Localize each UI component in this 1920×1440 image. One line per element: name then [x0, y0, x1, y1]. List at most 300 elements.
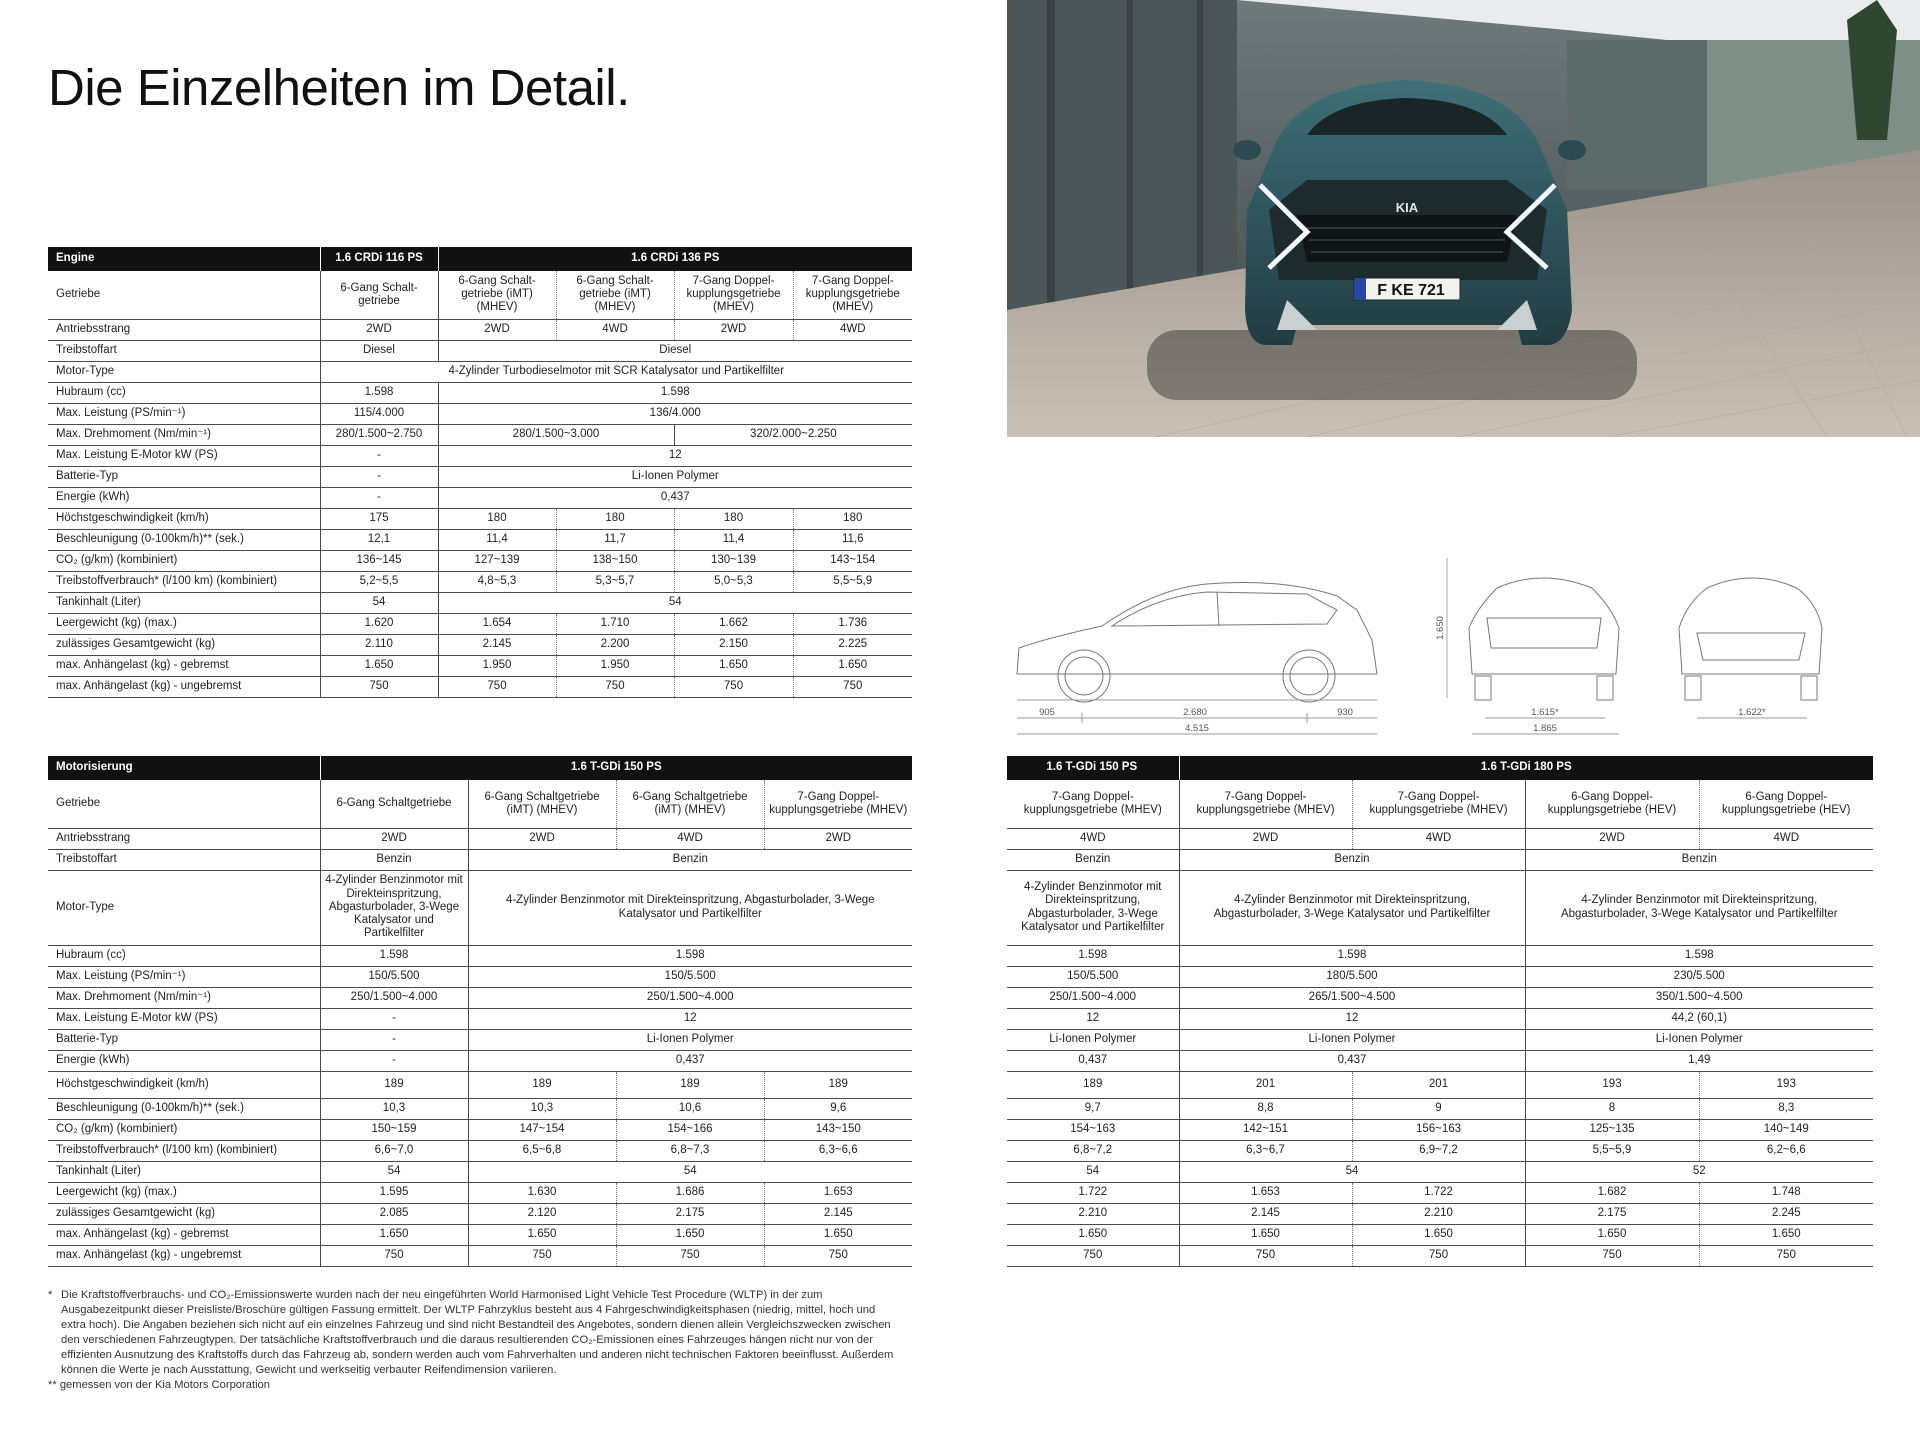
table-row [48, 1008, 912, 1029]
row-label: Max. Drehmoment (Nm/min⁻¹) [48, 424, 320, 445]
cell: 1.650 [1007, 1224, 1179, 1245]
cell: 175 [320, 508, 438, 529]
cell: 0,437 [468, 1050, 912, 1071]
cell: 5,0~5,3 [674, 571, 793, 592]
cell: 2.210 [1007, 1203, 1179, 1224]
row-label: Leergewicht (kg) (max.) [48, 613, 320, 634]
cell: 10,3 [320, 1098, 468, 1119]
table-row [1007, 849, 1873, 870]
cell: - [320, 445, 438, 466]
cell: 6-Gang Schaltgetriebe (iMT) (MHEV) [468, 780, 616, 828]
cell: 180/5.500 [1179, 966, 1525, 987]
row-label: Max. Leistung (PS/min⁻¹) [48, 403, 320, 424]
kia-logo: KIA [1395, 200, 1419, 215]
cell: 280/1.500~2.750 [320, 424, 438, 445]
cell: 750 [1525, 1245, 1699, 1266]
cell: 140~149 [1699, 1119, 1873, 1140]
cell: 9 [1352, 1098, 1525, 1119]
cell: 5,5~5,9 [793, 571, 912, 592]
cell: 2.225 [793, 634, 912, 655]
row-label: Max. Leistung E-Motor kW (PS) [48, 1008, 320, 1029]
cell: 750 [793, 676, 912, 697]
cell: 1.950 [556, 655, 674, 676]
cell: 2WD [1179, 828, 1352, 849]
cell: 1.630 [468, 1182, 616, 1203]
cell: 5,2~5,5 [320, 571, 438, 592]
cell: 54 [438, 592, 912, 613]
cell: 180 [556, 508, 674, 529]
dim-front-overhang: 905 [1039, 707, 1055, 718]
cell: 2WD [764, 828, 912, 849]
table-row [48, 634, 912, 655]
cell: 6,9~7,2 [1352, 1140, 1525, 1161]
cell: 9,7 [1007, 1098, 1179, 1119]
table-row [48, 529, 912, 550]
cell: 2.110 [320, 634, 438, 655]
cell: 1.650 [1352, 1224, 1525, 1245]
cell: 189 [468, 1071, 616, 1098]
cell: 136/4.000 [438, 403, 912, 424]
dim-front-track: 1.615* [1531, 707, 1559, 718]
row-label: zulässiges Gesamtgewicht (kg) [48, 634, 320, 655]
cell: Benzin [320, 849, 468, 870]
table-row [48, 676, 912, 697]
cell: 138~150 [556, 550, 674, 571]
row-label: Hubraum (cc) [48, 382, 320, 403]
row-label: Energie (kWh) [48, 1050, 320, 1071]
footnote-measurement: ** gemessen von der Kia Motors Corporation [48, 1379, 270, 1391]
cell: 1.710 [556, 613, 674, 634]
cell: 750 [320, 676, 438, 697]
table-row [48, 340, 912, 361]
dim-height: 1.650 [1435, 616, 1446, 640]
cell: 1.722 [1352, 1182, 1525, 1203]
cell: 4-Zylinder Benzinmotor mit Direkteinspritzung, Abgasturbolader, 3-Wege Katalysator und Partikelfilter [468, 870, 912, 945]
cell: 1.620 [320, 613, 438, 634]
cell: 280/1.500~3.000 [438, 424, 674, 445]
table-row [48, 1119, 912, 1140]
table-row [1007, 1098, 1873, 1119]
cell: 7-Gang Doppel-kupplungsgetriebe (MHEV) [764, 780, 912, 828]
table-row [48, 319, 912, 340]
row-label: Batterie-Typ [48, 1029, 320, 1050]
cell: 2.145 [764, 1203, 912, 1224]
cell: Benzin [1007, 849, 1179, 870]
cell: 1.950 [438, 655, 556, 676]
table-row [48, 550, 912, 571]
table-row [48, 361, 912, 382]
cell: Li-Ionen Polymer [1007, 1029, 1179, 1050]
cell: 9,6 [764, 1098, 912, 1119]
row-label: Antriebsstrang [48, 828, 320, 849]
cell: 2.145 [1179, 1203, 1352, 1224]
cell: 2.150 [674, 634, 793, 655]
cell: 1.598 [320, 382, 438, 403]
cell: 250/1.500~4.000 [468, 987, 912, 1008]
cell: 1.598 [1525, 945, 1873, 966]
cell: 4WD [1699, 828, 1873, 849]
cell: 4-Zylinder Turbodieselmotor mit SCR Katalysator und Partikelfilter [320, 361, 912, 382]
cell: 750 [674, 676, 793, 697]
table-row [48, 445, 912, 466]
cell: 2WD [468, 828, 616, 849]
table-row [1007, 780, 1873, 828]
cell: 1.650 [320, 1224, 468, 1245]
row-label: Tankinhalt (Liter) [48, 1161, 320, 1182]
cell: 12,1 [320, 529, 438, 550]
cell: 1.650 [674, 655, 793, 676]
cell: 44,2 (60,1) [1525, 1008, 1873, 1029]
cell: 189 [1007, 1071, 1179, 1098]
cell: 54 [320, 1161, 468, 1182]
table-row [48, 571, 912, 592]
cell: 1.598 [468, 945, 912, 966]
table-row [48, 487, 912, 508]
cell: 1.650 [793, 655, 912, 676]
table-row [48, 382, 912, 403]
cell: 2.175 [1525, 1203, 1699, 1224]
cell: 1.686 [616, 1182, 764, 1203]
table-header-engine: Engine [48, 247, 320, 271]
cell: 1.650 [320, 655, 438, 676]
cell: 154~163 [1007, 1119, 1179, 1140]
row-label: Tankinhalt (Liter) [48, 592, 320, 613]
table-row [1007, 1119, 1873, 1140]
cell: 180 [438, 508, 556, 529]
cell: 4WD [616, 828, 764, 849]
cell: 1.722 [1007, 1182, 1179, 1203]
cell: 6,5~6,8 [468, 1140, 616, 1161]
cell: 4,8~5,3 [438, 571, 556, 592]
cell: 5,3~5,7 [556, 571, 674, 592]
cell: 1.650 [1699, 1224, 1873, 1245]
cell: 7-Gang Doppel-kupplungsgetriebe (MHEV) [793, 271, 912, 319]
cell: 127~139 [438, 550, 556, 571]
cell: 1.598 [1179, 945, 1525, 966]
table-row [1007, 1071, 1873, 1098]
dim-rear-track: 1.622* [1738, 707, 1766, 718]
cell: 750 [556, 676, 674, 697]
row-label: Getriebe [48, 271, 320, 319]
cell: 0,437 [438, 487, 912, 508]
cell: 2WD [438, 319, 556, 340]
table-row [48, 403, 912, 424]
cell: 1.682 [1525, 1182, 1699, 1203]
cell: 125~135 [1525, 1119, 1699, 1140]
cell: 2.120 [468, 1203, 616, 1224]
cell: 189 [616, 1071, 764, 1098]
cell: 750 [438, 676, 556, 697]
table-row [48, 828, 912, 849]
petrol-spec-table-180 [1007, 756, 1873, 1267]
cell: 189 [764, 1071, 912, 1098]
diesel-spec-table [48, 247, 912, 698]
license-plate: F KE 721 [1377, 282, 1445, 299]
cell: 12 [1179, 1008, 1525, 1029]
cell: 2WD [320, 319, 438, 340]
table-row [48, 1098, 912, 1119]
table-header-variant: 1.6 CRDi 136 PS [438, 247, 912, 271]
cell: 180 [674, 508, 793, 529]
cell: 201 [1352, 1071, 1525, 1098]
cell: 8 [1525, 1098, 1699, 1119]
cell: 1.650 [764, 1224, 912, 1245]
cell: 136~145 [320, 550, 438, 571]
cell: 147~154 [468, 1119, 616, 1140]
row-label: Batterie-Typ [48, 466, 320, 487]
table-row [48, 466, 912, 487]
row-label: Getriebe [48, 780, 320, 828]
cell: 6,3~6,6 [764, 1140, 912, 1161]
row-label: Höchstgeschwindigkeit (km/h) [48, 508, 320, 529]
cell: 193 [1699, 1071, 1873, 1098]
rear-view-drawing [1679, 578, 1822, 700]
cell: 180 [793, 508, 912, 529]
cell: 750 [764, 1245, 912, 1266]
cell: 8,3 [1699, 1098, 1873, 1119]
cell: 6,2~6,6 [1699, 1140, 1873, 1161]
table-row [1007, 1008, 1873, 1029]
cell: 54 [468, 1161, 912, 1182]
cell: 4WD [1007, 828, 1179, 849]
cell: 142~151 [1179, 1119, 1352, 1140]
cell: 10,3 [468, 1098, 616, 1119]
cell: 6-Gang Schalt-getriebe [320, 271, 438, 319]
row-label: max. Anhängelast (kg) - gebremst [48, 655, 320, 676]
table-row [1007, 1245, 1873, 1266]
cell: - [320, 1008, 468, 1029]
cell: 350/1.500~4.500 [1525, 987, 1873, 1008]
car-front-illustration [1007, 0, 1920, 437]
cell: 6-Gang Doppel-kupplungsgetriebe (HEV) [1699, 780, 1873, 828]
footnotes [48, 1288, 898, 1393]
dim-wheelbase: 2.680 [1183, 707, 1207, 718]
cell: 6-Gang Schalt-getriebe (iMT) (MHEV) [556, 271, 674, 319]
cell: 2.145 [438, 634, 556, 655]
cell: 1.653 [764, 1182, 912, 1203]
cell: 6,8~7,3 [616, 1140, 764, 1161]
cell: 156~163 [1352, 1119, 1525, 1140]
cell: Benzin [1179, 849, 1525, 870]
table-row [1007, 1029, 1873, 1050]
table-row [48, 1029, 912, 1050]
cell: 6,3~6,7 [1179, 1140, 1352, 1161]
dim-length: 4.515 [1185, 723, 1209, 734]
cell: 4-Zylinder Benzinmotor mit Direkteinspritzung, Abgasturbolader, 3-Wege Katalysator und Partikelfilter [1007, 870, 1179, 945]
cell: 154~166 [616, 1119, 764, 1140]
table-row [1007, 945, 1873, 966]
page-title: Die Einzelheiten im Detail. [48, 59, 630, 116]
cell: 2.200 [556, 634, 674, 655]
row-label: Höchstgeschwindigkeit (km/h) [48, 1071, 320, 1098]
cell: 6-Gang Doppel-kupplungsgetriebe (HEV) [1525, 780, 1699, 828]
table-row [48, 1203, 912, 1224]
cell: 250/1.500~4.000 [1007, 987, 1179, 1008]
cell: 11,4 [438, 529, 556, 550]
table-row [1007, 1224, 1873, 1245]
cell: 130~139 [674, 550, 793, 571]
table-row [1007, 1203, 1873, 1224]
cell: 115/4.000 [320, 403, 438, 424]
table-row [48, 271, 912, 319]
cell: 230/5.500 [1525, 966, 1873, 987]
table-row [1007, 1161, 1873, 1182]
cell: 1.598 [320, 945, 468, 966]
side-view-drawing [1017, 583, 1377, 703]
cell: 8,8 [1179, 1098, 1352, 1119]
table-row [48, 987, 912, 1008]
row-label: Motor-Type [48, 361, 320, 382]
petrol-spec-table-150 [48, 756, 912, 1267]
row-label: Energie (kWh) [48, 487, 320, 508]
table-row [48, 1224, 912, 1245]
cell: 6-Gang Schaltgetriebe [320, 780, 468, 828]
cell: 12 [438, 445, 912, 466]
footnote-marker: * [48, 1289, 53, 1301]
table-row [48, 655, 912, 676]
row-label: Antriebsstrang [48, 319, 320, 340]
cell: Li-Ionen Polymer [468, 1029, 912, 1050]
row-label: Max. Leistung (PS/min⁻¹) [48, 966, 320, 987]
table-row [48, 966, 912, 987]
cell: 1.748 [1699, 1182, 1873, 1203]
cell: Li-Ionen Polymer [1525, 1029, 1873, 1050]
cell: 6-Gang Schalt-getriebe (iMT) (MHEV) [438, 271, 556, 319]
cell: 265/1.500~4.500 [1179, 987, 1525, 1008]
cell: 189 [320, 1071, 468, 1098]
cell: 4WD [793, 319, 912, 340]
cell: 750 [1007, 1245, 1179, 1266]
cell: 1.650 [616, 1224, 764, 1245]
cell: 6,6~7,0 [320, 1140, 468, 1161]
dimension-drawings [1007, 548, 1873, 748]
table-row [48, 424, 912, 445]
row-label: CO₂ (g/km) (kombiniert) [48, 1119, 320, 1140]
cell: 7-Gang Doppel-kupplungsgetriebe (MHEV) [1007, 780, 1179, 828]
cell: 1.736 [793, 613, 912, 634]
cell: 1.650 [1525, 1224, 1699, 1245]
cell: 2.175 [616, 1203, 764, 1224]
table-row [1007, 1182, 1873, 1203]
cell: 2.085 [320, 1203, 468, 1224]
cell: 1.650 [468, 1224, 616, 1245]
cell: - [320, 1029, 468, 1050]
cell: 1,49 [1525, 1050, 1873, 1071]
cell: 12 [1007, 1008, 1179, 1029]
cell: 193 [1525, 1071, 1699, 1098]
cell: Li-Ionen Polymer [438, 466, 912, 487]
cell: 7-Gang Doppel-kupplungsgetriebe (MHEV) [1179, 780, 1352, 828]
row-label: Treibstoffverbrauch* (l/100 km) (kombiniert) [48, 571, 320, 592]
row-label: Motor-Type [48, 870, 320, 945]
cell: Benzin [468, 849, 912, 870]
table-row [1007, 870, 1873, 945]
cell: Diesel [438, 340, 912, 361]
row-label: Treibstoffart [48, 340, 320, 361]
row-label: Beschleunigung (0-100km/h)** (sek.) [48, 529, 320, 550]
table-row [48, 1161, 912, 1182]
row-label: max. Anhängelast (kg) - gebremst [48, 1224, 320, 1245]
row-label: Beschleunigung (0-100km/h)** (sek.) [48, 1098, 320, 1119]
cell: 1.650 [1179, 1224, 1352, 1245]
cell: 150/5.500 [468, 966, 912, 987]
cell: 750 [1352, 1245, 1525, 1266]
cell: 2.245 [1699, 1203, 1873, 1224]
cell: 4WD [556, 319, 674, 340]
row-label: CO₂ (g/km) (kombiniert) [48, 550, 320, 571]
row-label: zulässiges Gesamtgewicht (kg) [48, 1203, 320, 1224]
table-header-variant: 1.6 T-GDi 150 PS [320, 756, 912, 780]
table-row [48, 870, 912, 945]
table-row [1007, 987, 1873, 1008]
cell: 750 [616, 1245, 764, 1266]
cell: 7-Gang Doppel-kupplungsgetriebe (MHEV) [1352, 780, 1525, 828]
cell: 320/2.000~2.250 [674, 424, 912, 445]
cell: 1.662 [674, 613, 793, 634]
table-row [1007, 966, 1873, 987]
table-row [1007, 1140, 1873, 1161]
table-header-engine: Motorisierung [48, 756, 320, 780]
cell: 4-Zylinder Benzinmotor mit Direkteinspritzung, Abgasturbolader, 3-Wege Katalysator und Partikelfilter [1525, 870, 1873, 945]
cell: 0,437 [1007, 1050, 1179, 1071]
cell: 54 [1179, 1161, 1525, 1182]
table-row [48, 945, 912, 966]
table-row [48, 1182, 912, 1203]
cell: Li-Ionen Polymer [1179, 1029, 1525, 1050]
cell: - [320, 487, 438, 508]
cell: 1.654 [438, 613, 556, 634]
cell: 2WD [320, 828, 468, 849]
dim-rear-overhang: 930 [1337, 707, 1353, 718]
row-label: Leergewicht (kg) (max.) [48, 1182, 320, 1203]
cell: 4WD [1352, 828, 1525, 849]
cell: 2WD [674, 319, 793, 340]
cell: 54 [1007, 1161, 1179, 1182]
row-label: Hubraum (cc) [48, 945, 320, 966]
cell: 1.653 [1179, 1182, 1352, 1203]
cell: 4-Zylinder Benzinmotor mit Direkteinspritzung, Abgasturbolader, 3-Wege Katalysator und Partikelfilter [320, 870, 468, 945]
cell: 11,7 [556, 529, 674, 550]
cell: Diesel [320, 340, 438, 361]
table-row [48, 508, 912, 529]
cell: 201 [1179, 1071, 1352, 1098]
cell: 150/5.500 [1007, 966, 1179, 987]
table-row [48, 1050, 912, 1071]
cell: 6-Gang Schaltgetriebe (iMT) (MHEV) [616, 780, 764, 828]
row-label: Treibstoffverbrauch* (l/100 km) (kombiniert) [48, 1140, 320, 1161]
table-row [48, 849, 912, 870]
footnote-wltp: Die Kraftstoffverbrauchs- und CO₂-Emissionswerte wurden nach der neu eingeführten World Harmonised Light Vehicle Test Procedure (WLTP) in der zum Ausgabezeitpunkt dieser Preisliste/Broschüre gültigen Fassung ermittelt. Der WLTP Fahrzyklus besteht aus 4 Fahrgeschwindigkeitsphasen (niedrig, mittel, hoch und extra hoch). Die Angaben beziehen sich nicht auf ein einzelnes Fahrzeug und sind nicht Bestandteil des Angebotes, sondern dienen allein Vergleichszwecken zwischen den verschiedenen Fahrzeugtypen. Der tatsächliche Kraftstoffverbrauch und die daraus resultierenden CO₂-Emissionen eines Fahrzeuges hängen nicht nur von der effizienten Ausnutzung des Kraftstoffs durch das Fahrzeug ab, sondern werden auch vom Fahrverhalten und anderen nicht technischen Faktoren beeinflusst. Außerdem können die Werte je nach Ausstattung, Gewicht und werkseitig verbauter Reifendimension variieren. [61, 1289, 894, 1376]
cell: 6,8~7,2 [1007, 1140, 1179, 1161]
cell: 2.210 [1352, 1203, 1525, 1224]
table-row [1007, 1050, 1873, 1071]
row-label: Max. Drehmoment (Nm/min⁻¹) [48, 987, 320, 1008]
cell: 150~159 [320, 1119, 468, 1140]
cell: 750 [468, 1245, 616, 1266]
front-view-drawing [1447, 558, 1619, 700]
cell: Benzin [1525, 849, 1873, 870]
cell: 1.598 [438, 382, 912, 403]
cell: 1.598 [1007, 945, 1179, 966]
table-header-variant: 1.6 T-GDi 180 PS [1179, 756, 1873, 780]
cell: 10,6 [616, 1098, 764, 1119]
cell: 150/5.500 [320, 966, 468, 987]
table-header-variant: 1.6 CRDi 116 PS [320, 247, 438, 271]
cell: 143~150 [764, 1119, 912, 1140]
table-row [48, 1140, 912, 1161]
table-row [48, 1245, 912, 1266]
row-label: max. Anhängelast (kg) - ungebremst [48, 676, 320, 697]
